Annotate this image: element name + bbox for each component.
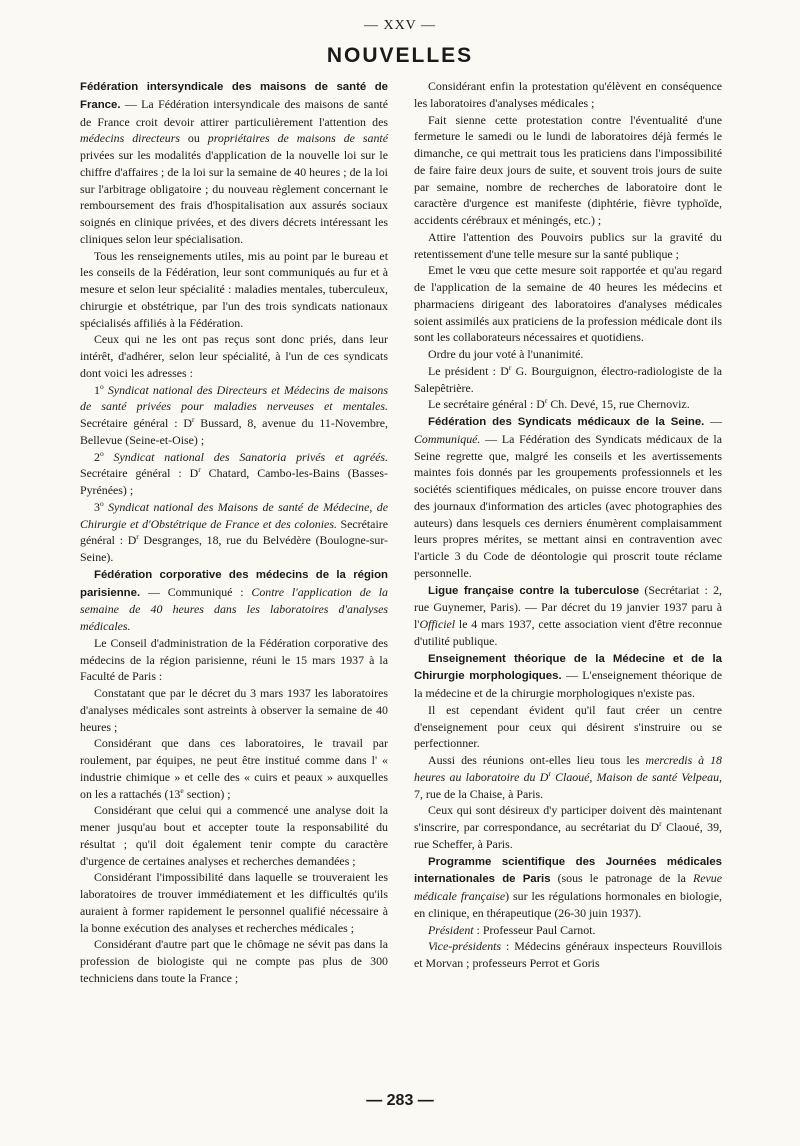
address-syndicat-2: 2$^o$ Syndicat national des Sanatoria privés et agréés. Secrétaire général : $D^r$ Chatard, Cambo-les-Bains (Basses-Pyrénées) ; bbox=[80, 448, 388, 497]
heading-federation-syndicats: Fédération des Syndicats médicaux de la Seine. bbox=[428, 416, 705, 428]
right-column bbox=[414, 78, 722, 972]
paragraph-emet-voeu: Emet le vœu que cette mesure soit rapportée et qu'au regard de l'application de la semaine de 40 heures les médecins et pharmaciens dirigeant des laboratoires d'analyses médicales soient assimilés aux praticiens de la profession médicale dont ils sont les collaborateurs nécessaires et quotidiens. bbox=[414, 263, 722, 345]
page-number: — 283 — bbox=[366, 1092, 434, 1109]
paragraph-president: Le président : $D^r$ G. Bourguignon, électro-radiologiste de la Salepêtrière. bbox=[414, 362, 722, 395]
paragraph-programme: Programme scientifique des Journées médicales internationales de Paris (sous le patronage de la Revue médicale française) sur les régulations hormonales en biologie, en clinique, en thérapeutique (26-30 juin 1937). bbox=[414, 855, 722, 920]
paragraph-ordre-du-jour: Ordre du jour voté à l'unanimité. bbox=[428, 347, 584, 361]
left-column bbox=[80, 78, 388, 987]
address-syndicat-1: 1$^o$ Syndicat national des Directeurs et Médecins de maisons de santé privées pour maladies nerveuses et mentales. Secrétaire général : $D^r$ Bussard, 8, avenue du 11-Novembre, Bellevue (Seine-et-Oise) ; bbox=[80, 381, 388, 447]
paragraph-considerant-enfin: Considérant enfin la protestation qu'élèvent en conséquence les laboratoires d'analyses médicales ; bbox=[414, 79, 722, 110]
paragraph-ligue-tuberculose: Ligue française contre la tuberculose (Secrétariat : 2, rue Guynemer, Paris). — Par décret du 19 janvier 1937 paru à l'Officiel le 4 mars 1937, cette association vient d'être reconnue d'utilité publique. bbox=[414, 582, 722, 648]
page-header-roman: — XXV — bbox=[363, 18, 437, 33]
heading-enseignement: Enseignement théorique de la Médecine et de la Chirurgie morphologiques. bbox=[414, 652, 722, 683]
paragraph-federation-syndicats: Fédération des Syndicats médicaux de la Seine. — Communiqué. — La Fédération des Syndicats médicaux de la Seine regrette que, malgré les conseils et les avertissements maintes fois donnés par les groupements professionnels et les sociétés scientifiques médicales, on puisse encore trouver dans des journaux d'information des articles (avec photographies des auteurs) dans lesquels ces derniers énumèrent complaisamment leurs propres mérites, se mettant ainsi en contravention avec l'article 3 du Code de déontologie qui proscrit toute réclame personnelle. bbox=[414, 414, 722, 580]
paragraph-vice-presidents: Vice-présidents : Médecins généraux inspecteurs Rouvillois et Morvan ; professeurs Perrot et Goris bbox=[414, 939, 722, 970]
paragraph-attire: Attire l'attention des Pouvoirs publics sur la gravité du retentissement d'une telle mesure sur la santé publique ; bbox=[414, 229, 722, 261]
paragraph-secretaire: Le secrétaire général : $D^r$ Ch. Devé, 15, rue Chernoviz. bbox=[428, 396, 690, 412]
paragraph-considerant-1: Considérant que dans ces laboratoires, le travail par roulement, par équipes, ne peut être institué comme dans l' « industrie chimique » et celle des « cuirs et peaux » auxquelles on les a rattachés (13e section) ; bbox=[80, 736, 388, 801]
paragraph-centre: Il est cependant évident qu'il faut créer un centre d'enseignement pour ceux qui désirent s'instruire ou se perfectionner. bbox=[414, 702, 722, 751]
heading-federation-intersyndicale: Fédération intersyndicale des maisons de santé de France. bbox=[80, 81, 388, 111]
paragraph-conseil: Le Conseil d'administration de la Fédération corporative des médecins de la région parisienne, réuni le 15 mars 1937 à la Faculté de Paris : bbox=[80, 635, 388, 684]
paragraph-considerant-3: Considérant l'impossibilité dans laquelle se trouveraient les laboratoires de trouver immédiatement et les difficultés qu'ils auraient à former rapidement le personnel qualifié nécessaire à la bonne exécution des analyses et recherches médicales ; bbox=[80, 870, 388, 935]
paragraph-considerant-2: Considérant que celui qui a commencé une analyse doit la mener jusqu'au bout et accepter toute la responsabilité du résultat ; qu'il doit également tenir compte du caractère d'urgence de certaines analyses et recherches demandées ; bbox=[80, 803, 388, 868]
paragraph-fait-sienne: Fait sienne cette protestation contre l'éventualité d'une fermeture le samedi ou le lundi de laboratoires déjà fermés le dimanche, ce qui mettrait tous les praticiens dans l'impossibilité de faire faire deux jours de suite, et souvent trois jours de suite par semaine, nombre de recherches de laboratoire dont le caractère d'urgence est manifeste (diphtérie, fièvre typhoïde, accidents cérébraux et méningés, etc.) ; bbox=[414, 112, 722, 227]
paragraph-federation-intersyndicale: Fédération intersyndicale des maisons de santé de France. — La Fédération intersyndicale des maisons de santé de France croit devoir attirer particulièrement l'attention des médecins directeurs ou propriétaires de maisons de santé privées sur les modalités d'application de la nouvelle loi sur le chiffre d'affaires ; de la loi sur la semaine de 40 heures ; de la loi sur l'arbitrage obligatoire ; du nouveau règlement concernant le remboursement des frais d'hospitalisation aux assurés sociaux soignés en clinique privées, et des divers décrets intéressant les cliniques selon leur spécialisation. bbox=[80, 81, 388, 246]
address-syndicat-3: 3$^o$ Syndicat national des Maisons de santé de Médecine, de Chirurgie et d'Obstétrique de France et des colonies. Secrétaire général : $D^r$ Desgranges, 18, rue du Belvédère (Boulogne-sur-Seine). bbox=[80, 498, 389, 564]
heading-programme: Programme scientifique des Journées médicales internationales de Paris bbox=[414, 855, 722, 886]
page-title: NOUVELLES bbox=[326, 44, 474, 67]
paragraph-enseignement: Enseignement théorique de la Médecine et de la Chirurgie morphologiques. — L'enseignement théorique de la médecine et de la chirurgie morphologiques n'existe pas. bbox=[414, 652, 722, 700]
heading-ligue-tuberculose: Ligue française contre la tuberculose bbox=[428, 584, 640, 597]
paragraph-inscription: Ceux qui sont désireux d'y participer doivent dès maintenant s'inscrire, par correspondance, au secrétariat du $D^r$ Claoué, 39, rue Scheffer, à Paris. bbox=[414, 803, 722, 851]
paragraph-renseignements: Tous les renseignements utiles, mis au point par le bureau et les conseils de la Fédération, leur sont communiqués au fur et à mesure et selon leur spécialité : maladies mentales, tuberculeux, chirurgie et obstétrique, par l'un des trois syndicats nationaux spécialisés affiliés à la Fédération. bbox=[80, 248, 388, 330]
paragraph-reunions: Aussi des réunions ont-elles lieu tous les mercredis à 18 heures au laboratoire du $D^r$ Claoué, Maison de santé Velpeau, 7, rue de la Chaise, à Paris. bbox=[414, 753, 722, 801]
paragraph-adresses-intro: Ceux qui ne les ont pas reçus sont donc priés, dans leur intérêt, d'adhérer, selon leur spécialité, à l'un de ces syndicats dont voici les adresses : bbox=[80, 332, 388, 380]
paragraph-constatant: Constatant que par le décret du 3 mars 1937 les laboratoires d'analyses médicales sont astreints à observer la semaine de 40 heures ; bbox=[80, 686, 388, 734]
paragraph-considerant-4: Considérant d'autre part que le chômage ne sévit pas dans la profession de biologiste qui ne compte pas plus de 300 techniciens dans toute la France ; bbox=[80, 937, 388, 985]
heading-federation-corporative: Fédération corporative des médecins de la région parisienne. bbox=[80, 568, 388, 599]
paragraph-federation-corporative: Fédération corporative des médecins de la région parisienne. — Communiqué : Contre l'application de la semaine de 40 heures dans les laboratoires d'analyses médicales. bbox=[80, 568, 388, 633]
paragraph-president-programme: Président : Professeur Paul Carnot. bbox=[428, 922, 596, 937]
